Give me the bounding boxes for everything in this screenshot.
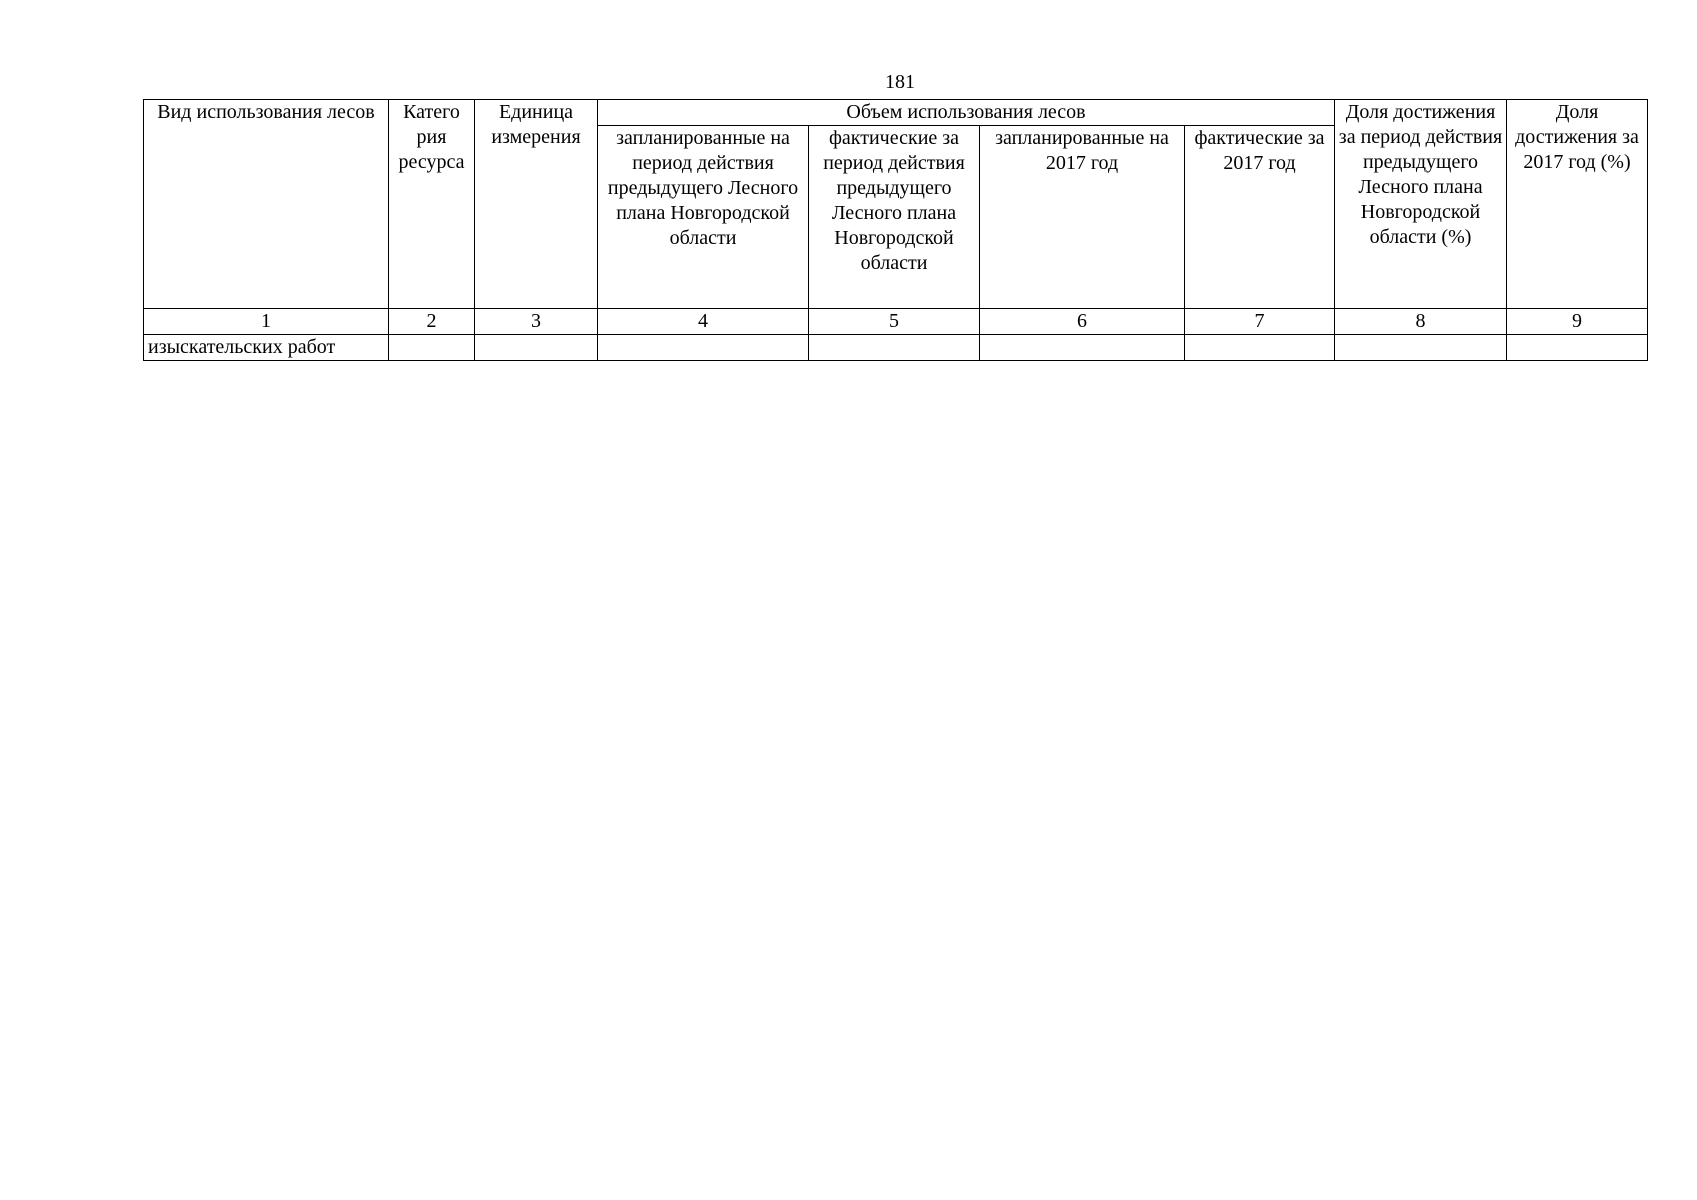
- column-number: 3: [475, 309, 598, 335]
- column-number-row: [144, 309, 1648, 335]
- column-number: 8: [1335, 309, 1507, 335]
- header-usage-type: Вид использования лесов: [144, 100, 389, 309]
- table-cell: [475, 335, 598, 361]
- header-planned-2017: запланированные на 2017 год: [980, 126, 1185, 309]
- page-number: 181: [885, 71, 915, 93]
- table-cell: [980, 335, 1185, 361]
- table-cell: [1335, 335, 1507, 361]
- table-cell: [809, 335, 980, 361]
- header-row-top: [144, 100, 1648, 126]
- column-number: 5: [809, 309, 980, 335]
- column-number: 6: [980, 309, 1185, 335]
- header-unit: Единица измерения: [475, 100, 598, 309]
- table-cell: [389, 335, 475, 361]
- column-number: 1: [144, 309, 389, 335]
- table-cell-usage-type: изыскательских работ: [144, 335, 389, 361]
- table-row: [144, 335, 1648, 361]
- column-number: 7: [1185, 309, 1335, 335]
- header-share-previous-plan: Доля достижения за период действия предыдущего Лесного плана Новгородской области (%): [1335, 100, 1507, 309]
- header-actual-previous-plan: фактические за период действия предыдущего Лесного плана Новгородской области: [809, 126, 980, 309]
- header-usage-volume-group: Объем использования лесов: [598, 100, 1335, 126]
- table-cell: [1507, 335, 1648, 361]
- column-number: 4: [598, 309, 809, 335]
- header-share-2017: Доля достижения за 2017 год (%): [1507, 100, 1648, 309]
- column-number: 2: [389, 309, 475, 335]
- column-number: 9: [1507, 309, 1648, 335]
- header-actual-2017: фактические за 2017 год: [1185, 126, 1335, 309]
- header-resource-category: Катего рия ресурса: [389, 100, 475, 309]
- table-cell: [598, 335, 809, 361]
- forest-usage-table: [143, 99, 1648, 361]
- header-planned-previous-plan: запланированные на период действия предыдущего Лесного плана Новгородской области: [598, 126, 809, 309]
- table-cell: [1185, 335, 1335, 361]
